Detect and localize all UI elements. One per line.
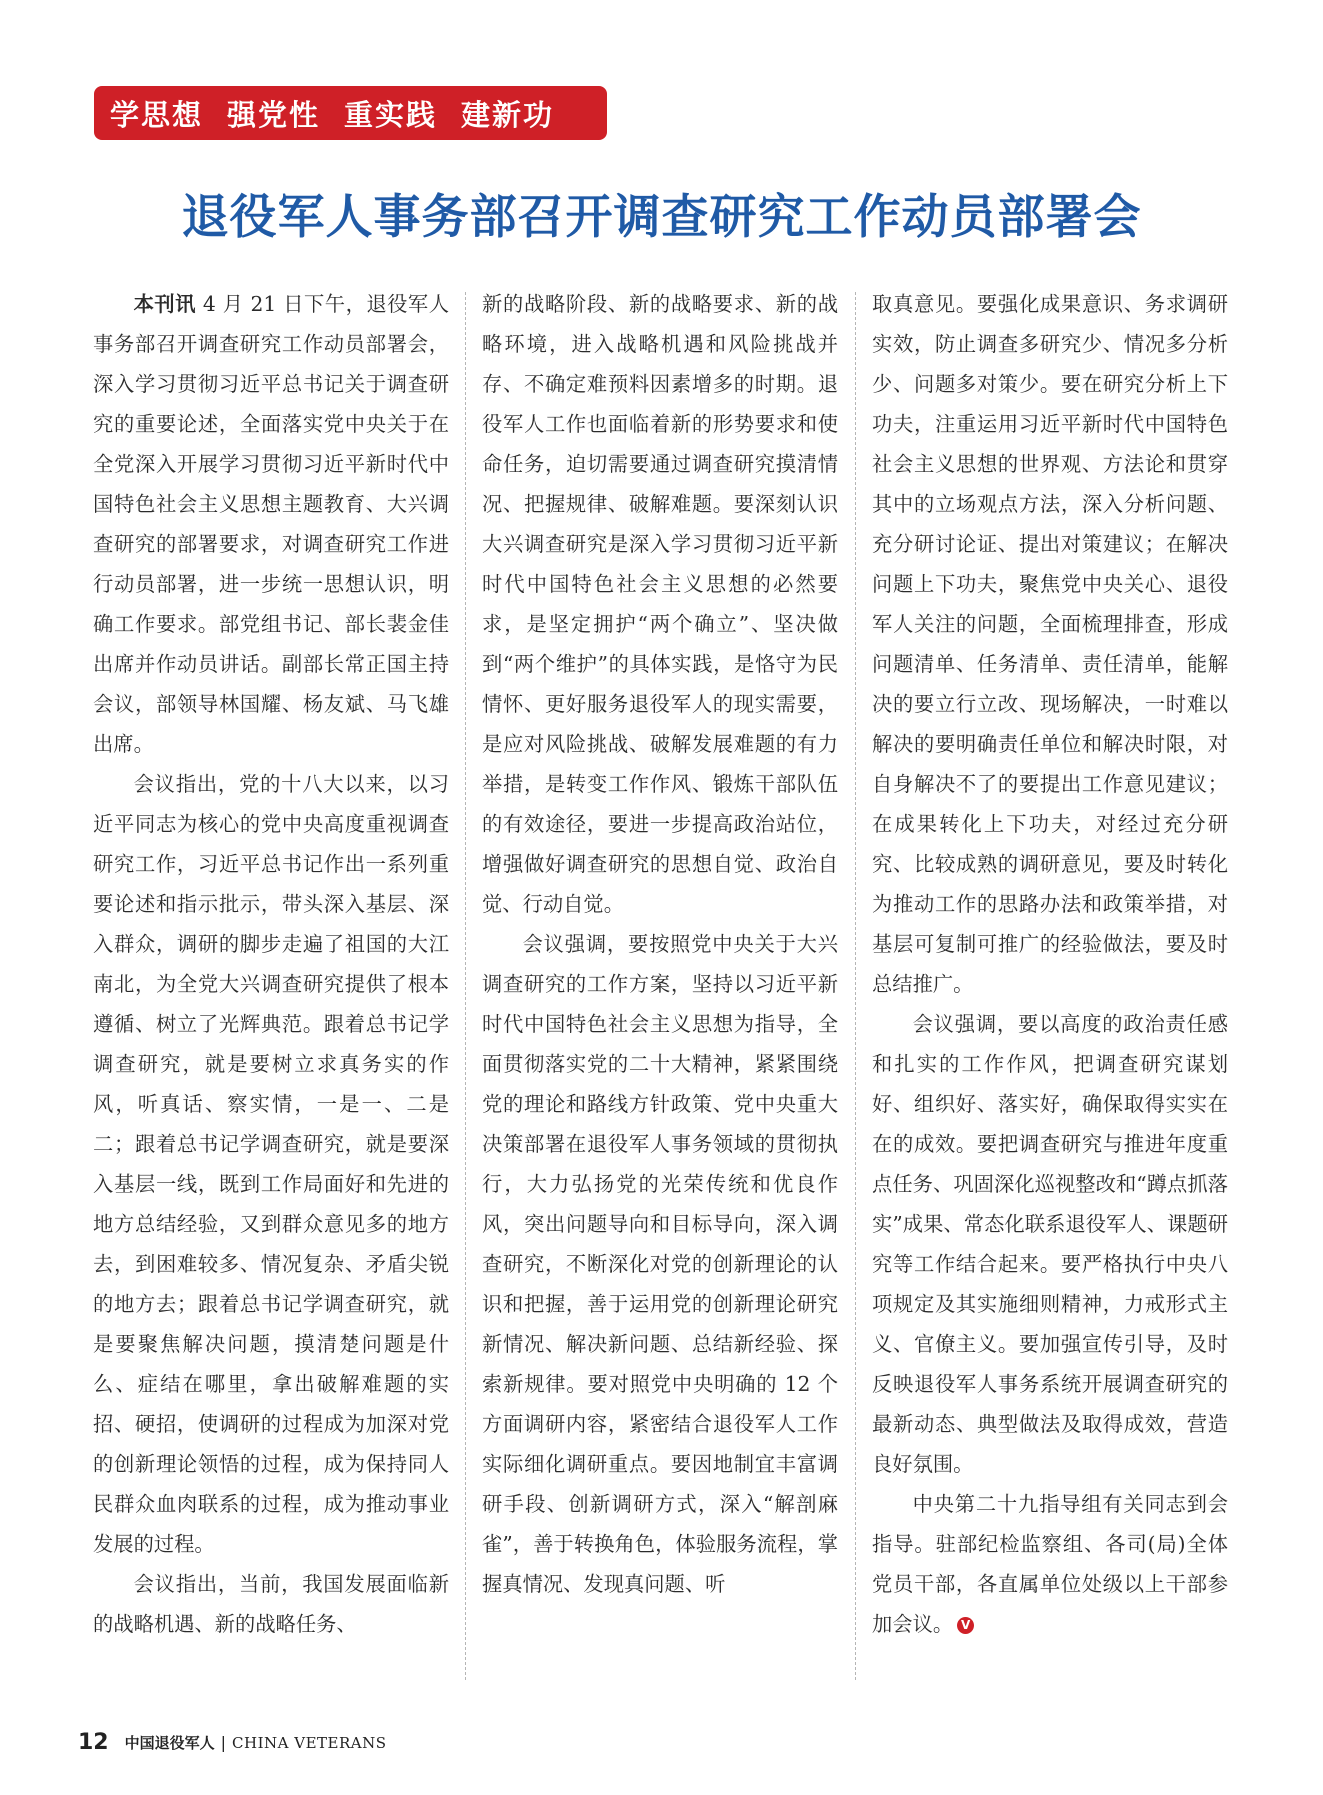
paragraph-text: 会议指出，当前，我国发展面临新的战略机遇、新的战略任务、 bbox=[93, 1572, 449, 1636]
paragraph-text: 会议强调，要按照党中央关于大兴调查研究的工作方案，坚持以习近平新时代中国特色社会主义思想为指导，全面贯彻落实党的二十大精神，紧紧围绕党的理论和路线方针政策、党中央重大决策部署在退役军人事务领域的贯彻执行，大力弘扬党的光荣传统和优良作风，突出问题导向和目标导向，深入调查研究，不断深化对党的创新理论的认识和把握，善于运用党的创新理论研究新情况、解决新问题、总结新经验、探索新规律。要对照党中央明确的 12 个方面调研内容，紧密结合退役军人工作实际细化调研重点。要因地制宜丰富调研手段、创新调研方式，深入“解剖麻雀”，善于转换角色，体验服务流程，掌握真情况、发现真问题、听 bbox=[482, 932, 838, 1596]
article-paragraph bbox=[93, 1564, 449, 1644]
banner-phrase-4: 建新功 bbox=[461, 97, 555, 132]
column-divider bbox=[855, 292, 856, 1680]
section-banner bbox=[94, 86, 607, 140]
paragraph-text: 会议强调，要以高度的政治责任感和扎实的工作作风，把调查研究谋划好、组织好、落实好，确保取得实实在在的成效。要把调查研究与推进年度重点任务、巩固深化巡视整改和“蹲点抓落实”成果、常态化联系退役军人、课题研究等工作结合起来。要严格执行中央八项规定及其实施细则精神，力戒形式主义、官僚主义。要加强宣传引导，及时反映退役军人事务系统开展调查研究的最新动态、典型做法及取得成效，营造良好氛围。 bbox=[872, 1012, 1228, 1476]
page-number: 12 bbox=[78, 1730, 109, 1755]
banner-phrase-2: 强党性 bbox=[227, 97, 321, 132]
article-title: 退役军人事务部召开调查研究工作动员部署会 bbox=[181, 190, 1142, 245]
paragraph-text: 新的战略阶段、新的战略要求、新的战略环境，进入战略机遇和风险挑战并存、不确定难预料因素增多的时期。退役军人工作也面临着新的形势要求和使命任务，迫切需要通过调查研究摸清情况、把握规律、破解难题。要深刻认识大兴调查研究是深入学习贯彻习近平新时代中国特色社会主义思想的必然要求，是坚定拥护“两个确立”、坚决做到“两个维护”的具体实践，是恪守为民情怀、更好服务退役军人的现实需要，是应对风险挑战、破解发展难题的有力举措，是转变工作作风、锻炼干部队伍的有效途径，要进一步提高政治站位，增强做好调查研究的思想自觉、政治自觉、行动自觉。 bbox=[482, 292, 838, 916]
article-paragraph bbox=[482, 284, 838, 924]
article-paragraph bbox=[93, 764, 449, 1564]
article-paragraph bbox=[482, 924, 838, 1604]
article-paragraph bbox=[872, 1004, 1228, 1484]
article-column-1 bbox=[93, 284, 449, 1644]
footer-separator: | bbox=[220, 1733, 227, 1752]
article-paragraph bbox=[872, 284, 1228, 1004]
column-divider bbox=[465, 292, 466, 1680]
magazine-name: 中国退役军人 bbox=[124, 1734, 215, 1752]
article-paragraph bbox=[872, 1484, 1228, 1644]
paragraph-text: 中央第二十九指导组有关同志到会指导。驻部纪检监察组、各司(局)全体党员干部，各直属单位处级以上干部参加会议。 bbox=[872, 1492, 1228, 1636]
article-column-3 bbox=[872, 284, 1228, 1644]
banner-phrase-1: 学思想 bbox=[110, 97, 204, 132]
article-paragraph bbox=[93, 284, 449, 764]
magazine-name-en: CHINA VETERANS bbox=[232, 1733, 387, 1752]
paragraph-text: 会议指出，党的十八大以来，以习近平同志为核心的党中央高度重视调查研究工作，习近平总书记作出一系列重要论述和指示批示，带头深入基层、深入群众，调研的脚步走遍了祖国的大江南北，为全党大兴调查研究提供了根本遵循、树立了光辉典范。跟着总书记学调查研究，就是要树立求真务实的作风，听真话、察实情，一是一、二是二；跟着总书记学调查研究，就是要深入基层一线，既到工作局面好和先进的地方总结经验，又到群众意见多的地方去，到困难较多、情况复杂、矛盾尖锐的地方去；跟着总书记学调查研究，就是要聚焦解决问题，摸清楚问题是什么、症结在哪里，拿出破解难题的实招、硬招，使调研的过程成为加深对党的创新理论领悟的过程，成为保持同人民群众血肉联系的过程，成为推动事业发展的过程。 bbox=[93, 772, 449, 1556]
page-footer bbox=[78, 1730, 387, 1755]
article-column-2 bbox=[482, 284, 838, 1604]
paragraph-text: 4 月 21 日下午，退役军人事务部召开调查研究工作动员部署会，深入学习贯彻习近平总书记关于调查研究的重要论述，全面落实党中央关于在全党深入开展学习贯彻习近平新时代中国特色社会主义思想主题教育、大兴调查研究的部署要求，对调查研究工作进行动员部署，进一步统一思想认识，明确工作要求。部党组书记、部长裴金佳出席并作动员讲话。副部长常正国主持会议，部领导林国耀、杨友斌、马飞雄出席。 bbox=[93, 292, 449, 756]
banner-phrase-3: 重实践 bbox=[344, 97, 438, 132]
article-dateline: 本刊讯 bbox=[133, 292, 196, 316]
paragraph-text: 取真意见。要强化成果意识、务求调研实效，防止调查多研究少、情况多分析少、问题多对策少。要在研究分析上下功夫，注重运用习近平新时代中国特色社会主义思想的世界观、方法论和贯穿其中的立场观点方法，深入分析问题、充分研讨论证、提出对策建议；在解决问题上下功夫，聚焦党中央关心、退役军人关注的问题，全面梳理排查，形成问题清单、任务清单、责任清单，能解决的要立行立改、现场解决，一时难以解决的要明确责任单位和解决时限，对自身解决不了的要提出工作意见建议；在成果转化上下功夫，对经过充分研究、比较成熟的调研意见，要及时转化为推动工作的思路办法和政策举措，对基层可复制可推广的经验做法，要及时总结推广。 bbox=[872, 292, 1228, 996]
end-mark-icon: V bbox=[957, 1617, 974, 1634]
